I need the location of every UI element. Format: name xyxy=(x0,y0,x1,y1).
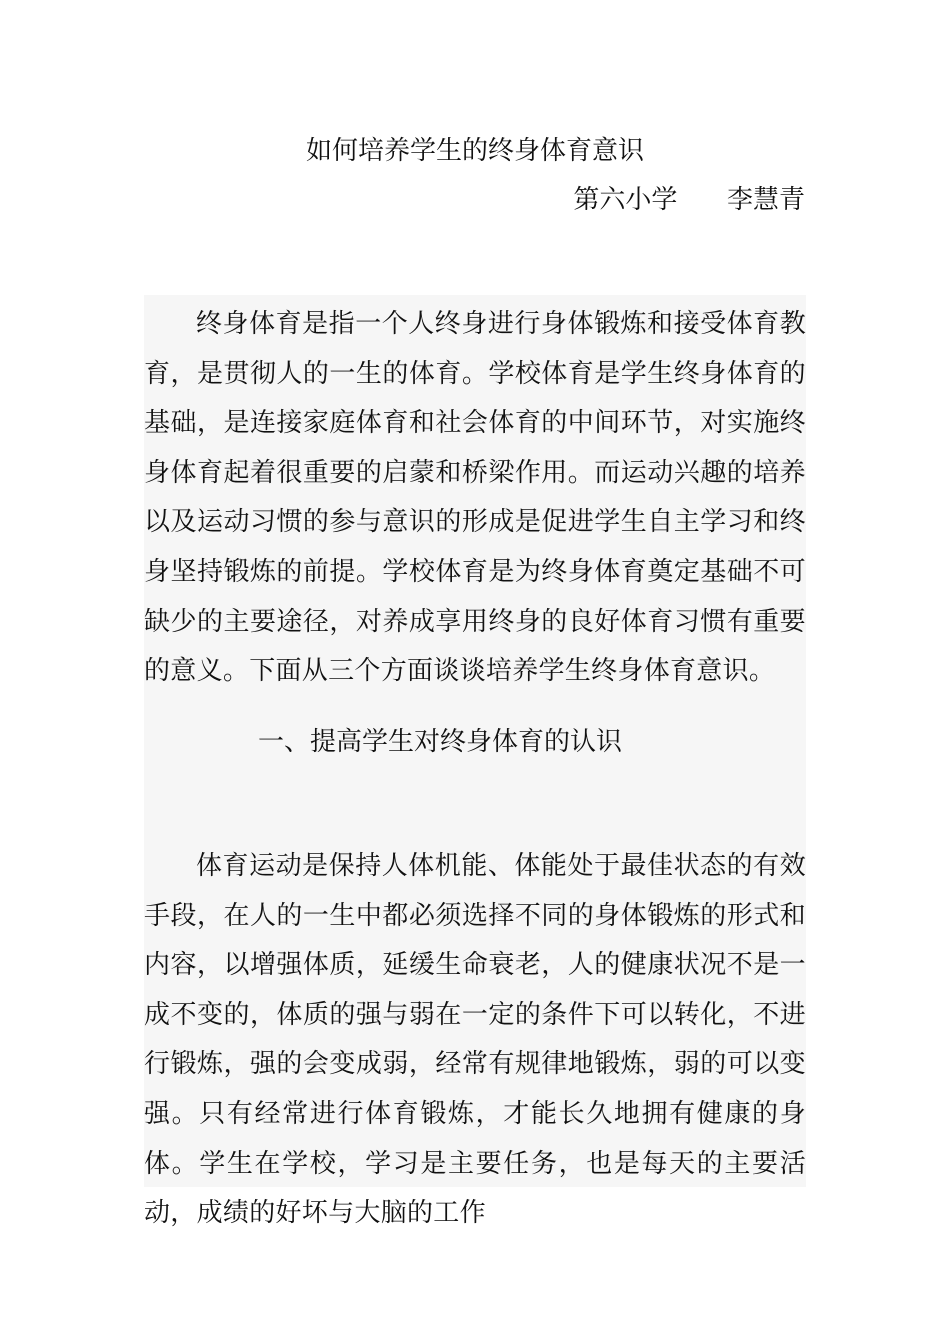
document-title: 如何培养学生的终身体育意识 xyxy=(305,136,644,166)
author-line: 第六小学 李慧青 xyxy=(573,185,805,215)
paragraph-section-1: 体育运动是保持人体机能、体能处于最佳状态的有效手段，在人的一生中都必须选择不同的身体锻炼的形式和内容，以增强体质，延缓生命衰老，人的健康状况不是一成不变的，体质的强与弱在一定的条件下可以转化，不进行锻炼，强的会变成弱，经常有规律地锻炼，弱的可以变强。只有经常进行体育锻炼，才能长久地拥有健康的身体。学生在学校，学习是主要任务，也是每天的主要活动，成绩的好坏与大脑的工作 xyxy=(144,851,806,1229)
paragraph-intro: 终身体育是指一个人终身进行身体锻炼和接受体育教育，是贯彻人的一生的体育。学校体育是学生终身体育的基础，是连接家庭体育和社会体育的中间环节，对实施终身体育起着很重要的启蒙和桥梁作用。而运动兴趣的培养以及运动习惯的参与意识的形成是促进学生自主学习和终身坚持锻炼的前提。学校体育是为终身体育奠定基础不可缺少的主要途径，对养成享用终身的良好体育习惯有重要的意义。下面从三个方面谈谈培养学生终身体育意识。 xyxy=(144,309,806,687)
section-heading-1: 一、提高学生对终身体育的认识 xyxy=(258,727,623,757)
